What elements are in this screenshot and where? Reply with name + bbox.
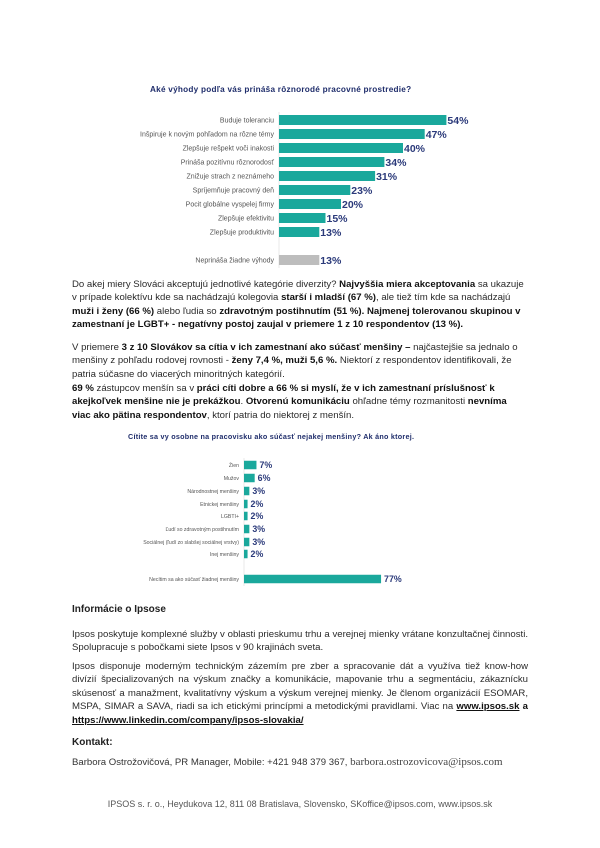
bar [244,474,255,483]
category-label: Etnickej menšiny [200,501,239,508]
bar [279,143,403,153]
p3-run: práci cíti dobre a 66 % si myslí, že v ich zamestnaní príslušnosť k akejkoľvek menšine nie je prekážkou [72,383,495,408]
p1-run: muži i ženy (66 %) [72,305,155,317]
category-label: Buduje toleranciu [219,117,274,125]
category-label: Prináša pozitívnu rôznorodosť [180,159,274,167]
value-label: 3% [252,524,266,535]
bar [279,199,341,209]
category-label: Znižuje strach z neznámeho [186,173,274,181]
about-heading: Informácie o Ipsose [72,604,166,615]
bar [279,213,326,223]
bar [244,487,249,496]
bar [244,512,248,521]
contact-heading: Kontakt: [72,737,113,748]
paragraph-acceptance [72,278,528,332]
page-footer: IPSOS s. r. o., Heydukova 12, 811 08 Bratislava, Slovensko, SKoffice@ipsos.com, www.ipsos.sk [107,799,493,809]
value-label: 15% [326,212,348,225]
category-label: Spríjemňuje pracovný deň [192,187,274,195]
ipsos-website-link[interactable]: www.ipsos.sk [456,701,520,713]
bar [244,500,248,509]
about-paragraph-1: Ipsos poskytuje komplexné služby v oblasti prieskumu trhu a verejnej mienky vrátane konzultačnej činnosti. Spolupracuje s pobočkami siete Ipsos v 90 krajinách sveta. [72,629,528,654]
about-text: Ipsos disponuje moderným technickým zázemím pre zber a spracovanie dát a využíva tiež know-how divízií špecializovaných na výskum značky a komunikácie, mapovanie trhu a segmentáciu, zákaznícku skúsenosť a manažment, kvalitatívny výskum a výskum verejnej mienky. Je členom organizácií ESOMAR, MSPA, SIMAR a SAVA, riadi sa ich etickými princípmi a metodickými pravidlami. Viac na [72,661,528,713]
chart1-title: Aké výhody podľa vás prináša rôznorodé pracovné prostredie? [150,85,412,94]
p3-run: , ktorí patria do niektorej z menšín. [206,409,355,421]
value-label: 3% [252,537,266,548]
category-label: Zlepšuje rešpekt voči inakosti [182,145,274,153]
bar [244,525,249,534]
value-label: 6% [257,473,271,484]
bar [279,227,319,237]
category-label: Zlepšuje efektivitu [217,215,274,223]
p2-run: 3 z 10 Slovákov sa cítia v ich zamestnaní ako súčasť menšiny – [121,342,411,353]
linkedin-link[interactable]: https://www.linkedin.com/company/ipsos-slovakia/ [72,714,304,726]
category-label: Inej menšiny [209,551,239,558]
p2-run: ženy 7,4 %, muži 5,6 %. [231,355,338,367]
category-label: Zlepšuje produktivitu [209,229,274,237]
value-label: 20% [342,198,364,211]
p1-run: Do akej miery Slováci akceptujú jednotlivé kategórie diverzity? [72,279,340,290]
chart2-title: Cítite sa vy osobne na pracovisku ako súčasť nejakej menšiny? Ak áno ktorej. [128,432,415,441]
bar [279,129,425,139]
value-label: 13% [320,254,342,267]
bar [279,185,350,195]
contact-line [72,756,503,768]
value-label: 2% [250,549,264,560]
value-label: 2% [250,511,264,522]
category-label: Necítim sa ako súčasť žiadnej menšiny [149,576,239,583]
paragraph-minority [72,341,528,381]
bar [279,255,319,265]
value-label: 77% [384,574,402,585]
p3-run: . [240,396,246,408]
bar [279,115,446,125]
p1-run: sa ukazuje v prípade kolektívu kde sa nachádzajú kolegovia [72,279,524,304]
bar [244,575,381,584]
category-label: Inšpiruje k novým pohľadom na rôzne témy [140,131,274,139]
p3-run: ohľadne témy rozmanitosti [349,396,468,408]
p2-run: najčastejšie sa jednalo o menšiny z pohľadu rodovej rovnosti - [72,342,518,367]
value-label: 34% [385,156,407,169]
about-paragraph-2 [72,660,528,727]
value-label: 13% [320,226,342,239]
contact-text: Barbora Ostrožovičová, PR Manager, Mobile: +421 948 379 367, [72,757,351,768]
bar [279,171,375,181]
p3-run: Otvorenú komunikáciu [245,396,350,408]
p3-run: nevníma viac ako pätina respondentov [72,396,507,421]
category-label: Neprináša žiadne výhody [195,257,274,265]
p1-run: starší i mladší (67 %) [281,292,376,304]
category-label: Národnostnej menšiny [187,488,239,495]
p1-run: zdravotným postihnutím (51 %). Najmenej tolerovanou skupinou v zamestnaní je LGBT+ - negatívny postoj zaujal v priemere 1 z 10 respondentov (13 %). [72,305,521,331]
value-label: 40% [404,142,426,155]
category-label: Sociálnej (ľudí zo slabšej sociálnej vrstvy) [143,539,239,546]
category-label: Pocit globálne vyspelej firmy [185,201,274,209]
category-label: Žien [228,462,239,469]
value-label: 3% [252,486,266,497]
category-label: LGBTI+ [220,513,239,520]
bar [244,550,248,559]
and-text: a [519,701,528,713]
value-label: 7% [259,460,273,471]
category-label: Ľudí so zdravotným postihnutím [165,526,239,533]
bar [244,461,256,470]
p2-run: Niektorí z respondentov identifikovali, že patria súčasne do viacerých minoritných kategórií. [72,355,512,380]
bar [279,157,384,167]
value-label: 23% [351,184,373,197]
p2-run: V priemere [72,342,122,353]
contact-email[interactable]: barbora.ostrozovicova@ipsos.com [350,756,503,768]
value-label: 54% [447,114,469,127]
bar [244,538,249,547]
p1-run: alebo ľudia so [154,305,220,317]
p3-run: zástupcov menšín sa v [93,383,197,394]
p3-run: 69 % [72,383,94,394]
p1-run: , ale tiež tím kde sa nachádzajú [375,292,511,304]
category-label: Mužov [223,475,239,482]
value-label: 31% [376,170,398,183]
paragraph-minority-wellbeing [72,382,528,422]
value-label: 2% [250,499,264,510]
p1-run: Najvyššia miera akceptovania [339,279,476,290]
value-label: 47% [425,128,447,141]
